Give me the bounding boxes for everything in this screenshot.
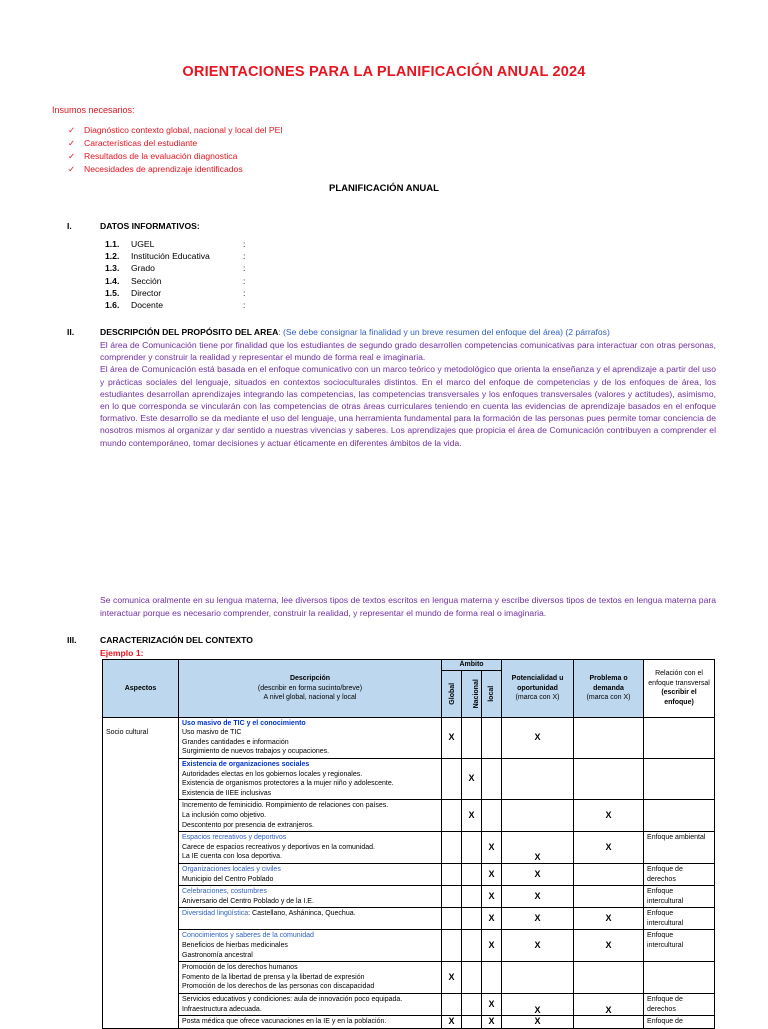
problema-mark: X xyxy=(574,800,644,832)
relacion-cell: Enfoque ambiental xyxy=(644,832,715,864)
table-row xyxy=(103,863,715,885)
potencialidad-mark: X xyxy=(502,832,574,864)
nacional-mark xyxy=(462,908,482,930)
descripcion-cell: Servicios educativos y condiciones: aula de innovación poco equipada. Infraestructura adecuada. xyxy=(179,994,442,1016)
problema-mark xyxy=(574,886,644,908)
potencialidad-mark: X xyxy=(502,994,574,1016)
global-mark xyxy=(442,994,462,1016)
potencialidad-mark: X xyxy=(502,886,574,908)
section2-title: DESCRIPCIÓN DEL PROPÓSITO DEL AREA xyxy=(100,327,279,337)
description-block xyxy=(100,339,716,449)
global-mark xyxy=(442,832,462,864)
descripcion-cell: Conocimientos y saberes de la comunidad Beneficios de hierbas medicinales Gastronomía ancestral xyxy=(179,930,442,962)
header-relacion: Relación con el enfoque transversal (escribir el enfoque) xyxy=(644,660,715,718)
table-row xyxy=(103,800,715,832)
header-aspectos: Aspectos xyxy=(103,660,179,718)
section2-note: : (Se debe consignar la finalidad y un breve resumen del enfoque del área) (2 párrafos) xyxy=(278,327,610,337)
nacional-mark: X xyxy=(462,758,482,799)
aspecto-cell: Socio cultural xyxy=(103,717,179,1028)
problema-mark xyxy=(574,863,644,885)
datos-item-institucion: 1.2. Institución Educativa : xyxy=(105,251,246,262)
datos-item-seccion: 1.4. Sección : xyxy=(105,275,246,286)
descripcion-cell: Celebraciones, costumbres Aniversario del Centro Poblado y de la I.E. xyxy=(179,886,442,908)
potencialidad-mark: X xyxy=(502,863,574,885)
nacional-mark xyxy=(462,886,482,908)
global-mark: X xyxy=(442,962,462,994)
local-mark: X xyxy=(482,930,502,962)
check-icon: ✓ xyxy=(68,138,76,148)
global-mark xyxy=(442,908,462,930)
potencialidad-mark xyxy=(502,758,574,799)
datos-item-grado: 1.3. Grado : xyxy=(105,263,246,274)
main-title: ORIENTACIONES PARA LA PLANIFICACIÓN ANUAL 2024 xyxy=(182,64,586,80)
global-mark xyxy=(442,758,462,799)
relacion-cell: Enfoque de xyxy=(644,1016,715,1029)
section3-title: CARACTERIZACIÓN DEL CONTEXTO xyxy=(100,635,253,645)
descripcion-cell: Organizaciones locales y civiles Municipio del Centro Poblado xyxy=(179,863,442,885)
description-paragraph: El área de Comunicación tiene por finalidad que los estudiantes de segundo grado desarrollen competencias comunicativas para interactuar con otras personas, comprender y construir la realidad y representar el mundo de forma real e imaginaria. xyxy=(100,340,716,363)
global-mark xyxy=(442,886,462,908)
potencialidad-mark: X xyxy=(502,930,574,962)
ejemplo-label: Ejemplo 1: xyxy=(100,648,144,658)
descripcion-cell: Promoción de los derechos humanos Fomento de la libertad de prensa y la libertad de expresión Promoción de los derechos de las personas con discapacidad xyxy=(179,962,442,994)
table-row xyxy=(103,886,715,908)
relacion-cell: Enfoque intercultural xyxy=(644,886,715,908)
nacional-mark xyxy=(462,863,482,885)
descripcion-cell: Diversidad lingüística: Castellano, Asháninca, Quechua. xyxy=(179,908,442,930)
potencialidad-mark: X xyxy=(502,908,574,930)
problema-mark: X xyxy=(574,832,644,864)
header-nacional: Nacional xyxy=(462,670,482,717)
section2-number: II. xyxy=(67,327,75,337)
descripcion-cell: Incremento de feminicidio. Rompimiento de relaciones con países. La inclusión como objetivo. Descontento por presencia de extranjeros. xyxy=(179,800,442,832)
local-mark: X xyxy=(482,908,502,930)
nacional-mark xyxy=(462,994,482,1016)
local-mark xyxy=(482,962,502,994)
nacional-mark xyxy=(462,962,482,994)
global-mark xyxy=(442,800,462,832)
problema-mark xyxy=(574,1016,644,1029)
datos-list xyxy=(105,238,246,311)
local-mark xyxy=(482,800,502,832)
section1-title: DATOS INFORMATIVOS: xyxy=(100,221,200,231)
local-mark: X xyxy=(482,994,502,1016)
global-mark xyxy=(442,930,462,962)
local-mark xyxy=(482,758,502,799)
nacional-mark xyxy=(462,717,482,758)
section2-heading xyxy=(100,327,610,337)
insumo-item: ✓ Características del estudiante xyxy=(68,138,198,148)
nacional-mark: X xyxy=(462,800,482,832)
problema-mark: X xyxy=(574,994,644,1016)
insumos-list xyxy=(68,124,283,176)
header-potencialidad: Potencialidad u oportunidad (marca con X) xyxy=(502,660,574,718)
header-problema: Problema o demanda (marca con X) xyxy=(574,660,644,718)
potencialidad-mark: X xyxy=(502,717,574,758)
local-mark: X xyxy=(482,1016,502,1029)
local-mark: X xyxy=(482,863,502,885)
header-local: local xyxy=(482,670,502,717)
check-icon: ✓ xyxy=(68,164,76,174)
potencialidad-mark xyxy=(502,962,574,994)
competencias-text: Se comunica oralmente en su lengua materna, lee diversos tipos de textos escritos en lengua materna y escribe diversos tipos de textos en lengua materna para interactuar porque es necesario comprender, construir la realidad, y representar el mundo de forma real o imaginaria. xyxy=(100,595,716,618)
descripcion-cell: Posta médica que ofrece vacunaciones en la IE y en la población. xyxy=(179,1016,442,1029)
relacion-cell: Enfoque intercultural xyxy=(644,930,715,962)
relacion-cell xyxy=(644,800,715,832)
descripcion-cell: Existencia de organizaciones sociales Autoridades electas en los gobiernos locales y regionales. Existencia de organismos protectores a la mujer niño y adolescente. Existencia de IIEE inclusivas xyxy=(179,758,442,799)
descripcion-cell: Uso masivo de TIC y el conocimiento Uso masivo de TIC Grandes cantidades e información Surgimiento de nuevos trabajos y ocupaciones. xyxy=(179,717,442,758)
potencialidad-mark: X xyxy=(502,1016,574,1029)
nacional-mark xyxy=(462,930,482,962)
table-row xyxy=(103,832,715,864)
relacion-cell: Enfoque intercultural xyxy=(644,908,715,930)
potencialidad-mark xyxy=(502,800,574,832)
relacion-cell xyxy=(644,717,715,758)
table-row xyxy=(103,994,715,1016)
nacional-mark xyxy=(462,832,482,864)
local-mark xyxy=(482,717,502,758)
description-paragraph: El área de Comunicación está basada en el enfoque comunicativo con un marco teórico y metodológico que orienta la enseñanza y el aprendizaje a partir del uso y prácticas sociales del lenguaje, situados en contextos socioculturales distintos. En el marco del enfoque de competencias y de los enfoques de área, los estudiantes desarrollan aprendizajes integrando las competencias, las competencias transversales y los enfoques transversales (valores y actitudes), asimismo, en lo que corresponda se vincularán con las competencias de otras áreas curriculares teniendo en cuenta las evidencias de aprendizaje basados en el enfoque formativo. Este desarrollo se da mediante el uso del lenguaje, una herramienta fundamental para la formación de las personas pues permite tomar conciencia de nosotros mismos al organizar y dar sentido a nuestras vivencias y saberes. Los aprendizajes que propicia el área de Comunicación contribuyen a comprender el mundo contemporáneo, tomar decisiones y actuar éticamente en diferentes ámbitos de la vida. xyxy=(100,364,716,448)
plan-title: PLANIFICACIÓN ANUAL xyxy=(329,183,439,194)
datos-item-ugel: 1.1. UGEL : xyxy=(105,239,246,249)
nacional-mark xyxy=(462,1016,482,1029)
context-table xyxy=(102,659,715,1029)
datos-item-docente: 1.6. Docente : xyxy=(105,299,246,310)
problema-mark xyxy=(574,962,644,994)
insumo-item: ✓ Resultados de la evaluación diagnostica xyxy=(68,151,238,161)
global-mark: X xyxy=(442,717,462,758)
check-icon: ✓ xyxy=(68,151,76,161)
relacion-cell xyxy=(644,758,715,799)
problema-mark xyxy=(574,758,644,799)
header-ambito: Ámbito xyxy=(442,660,502,671)
problema-mark xyxy=(574,717,644,758)
relacion-cell: Enfoque de derechos xyxy=(644,863,715,885)
problema-mark: X xyxy=(574,930,644,962)
table-row xyxy=(103,717,715,758)
descripcion-cell: Espacios recreativos y deportivos Carece de espacios recreativos y deportivos en la comunidad. La IE cuenta con losa deportiva. xyxy=(179,832,442,864)
insumo-item: ✓ Diagnóstico contexto global, nacional y local del PEI xyxy=(68,125,283,135)
section1-number: I. xyxy=(67,221,72,231)
check-icon: ✓ xyxy=(68,125,76,135)
table-row xyxy=(103,962,715,994)
relacion-cell: Enfoque de derechos xyxy=(644,994,715,1016)
insumos-title: Insumos necesarios: xyxy=(52,105,135,115)
local-mark: X xyxy=(482,886,502,908)
table-row xyxy=(103,758,715,799)
problema-mark: X xyxy=(574,908,644,930)
global-mark: X xyxy=(442,1016,462,1029)
table-row xyxy=(103,1016,715,1029)
table-row xyxy=(103,930,715,962)
header-descripcion: Descripción (describir en forma sucinto/breve) A nivel global, nacional y local xyxy=(179,660,442,718)
section3-number: III. xyxy=(67,635,77,645)
relacion-cell xyxy=(644,962,715,994)
local-mark: X xyxy=(482,832,502,864)
table-row xyxy=(103,908,715,930)
insumo-item: ✓ Necesidades de aprendizaje identificados xyxy=(68,164,243,174)
header-global: Global xyxy=(442,670,462,717)
datos-item-director: 1.5. Director : xyxy=(105,287,246,298)
global-mark xyxy=(442,863,462,885)
